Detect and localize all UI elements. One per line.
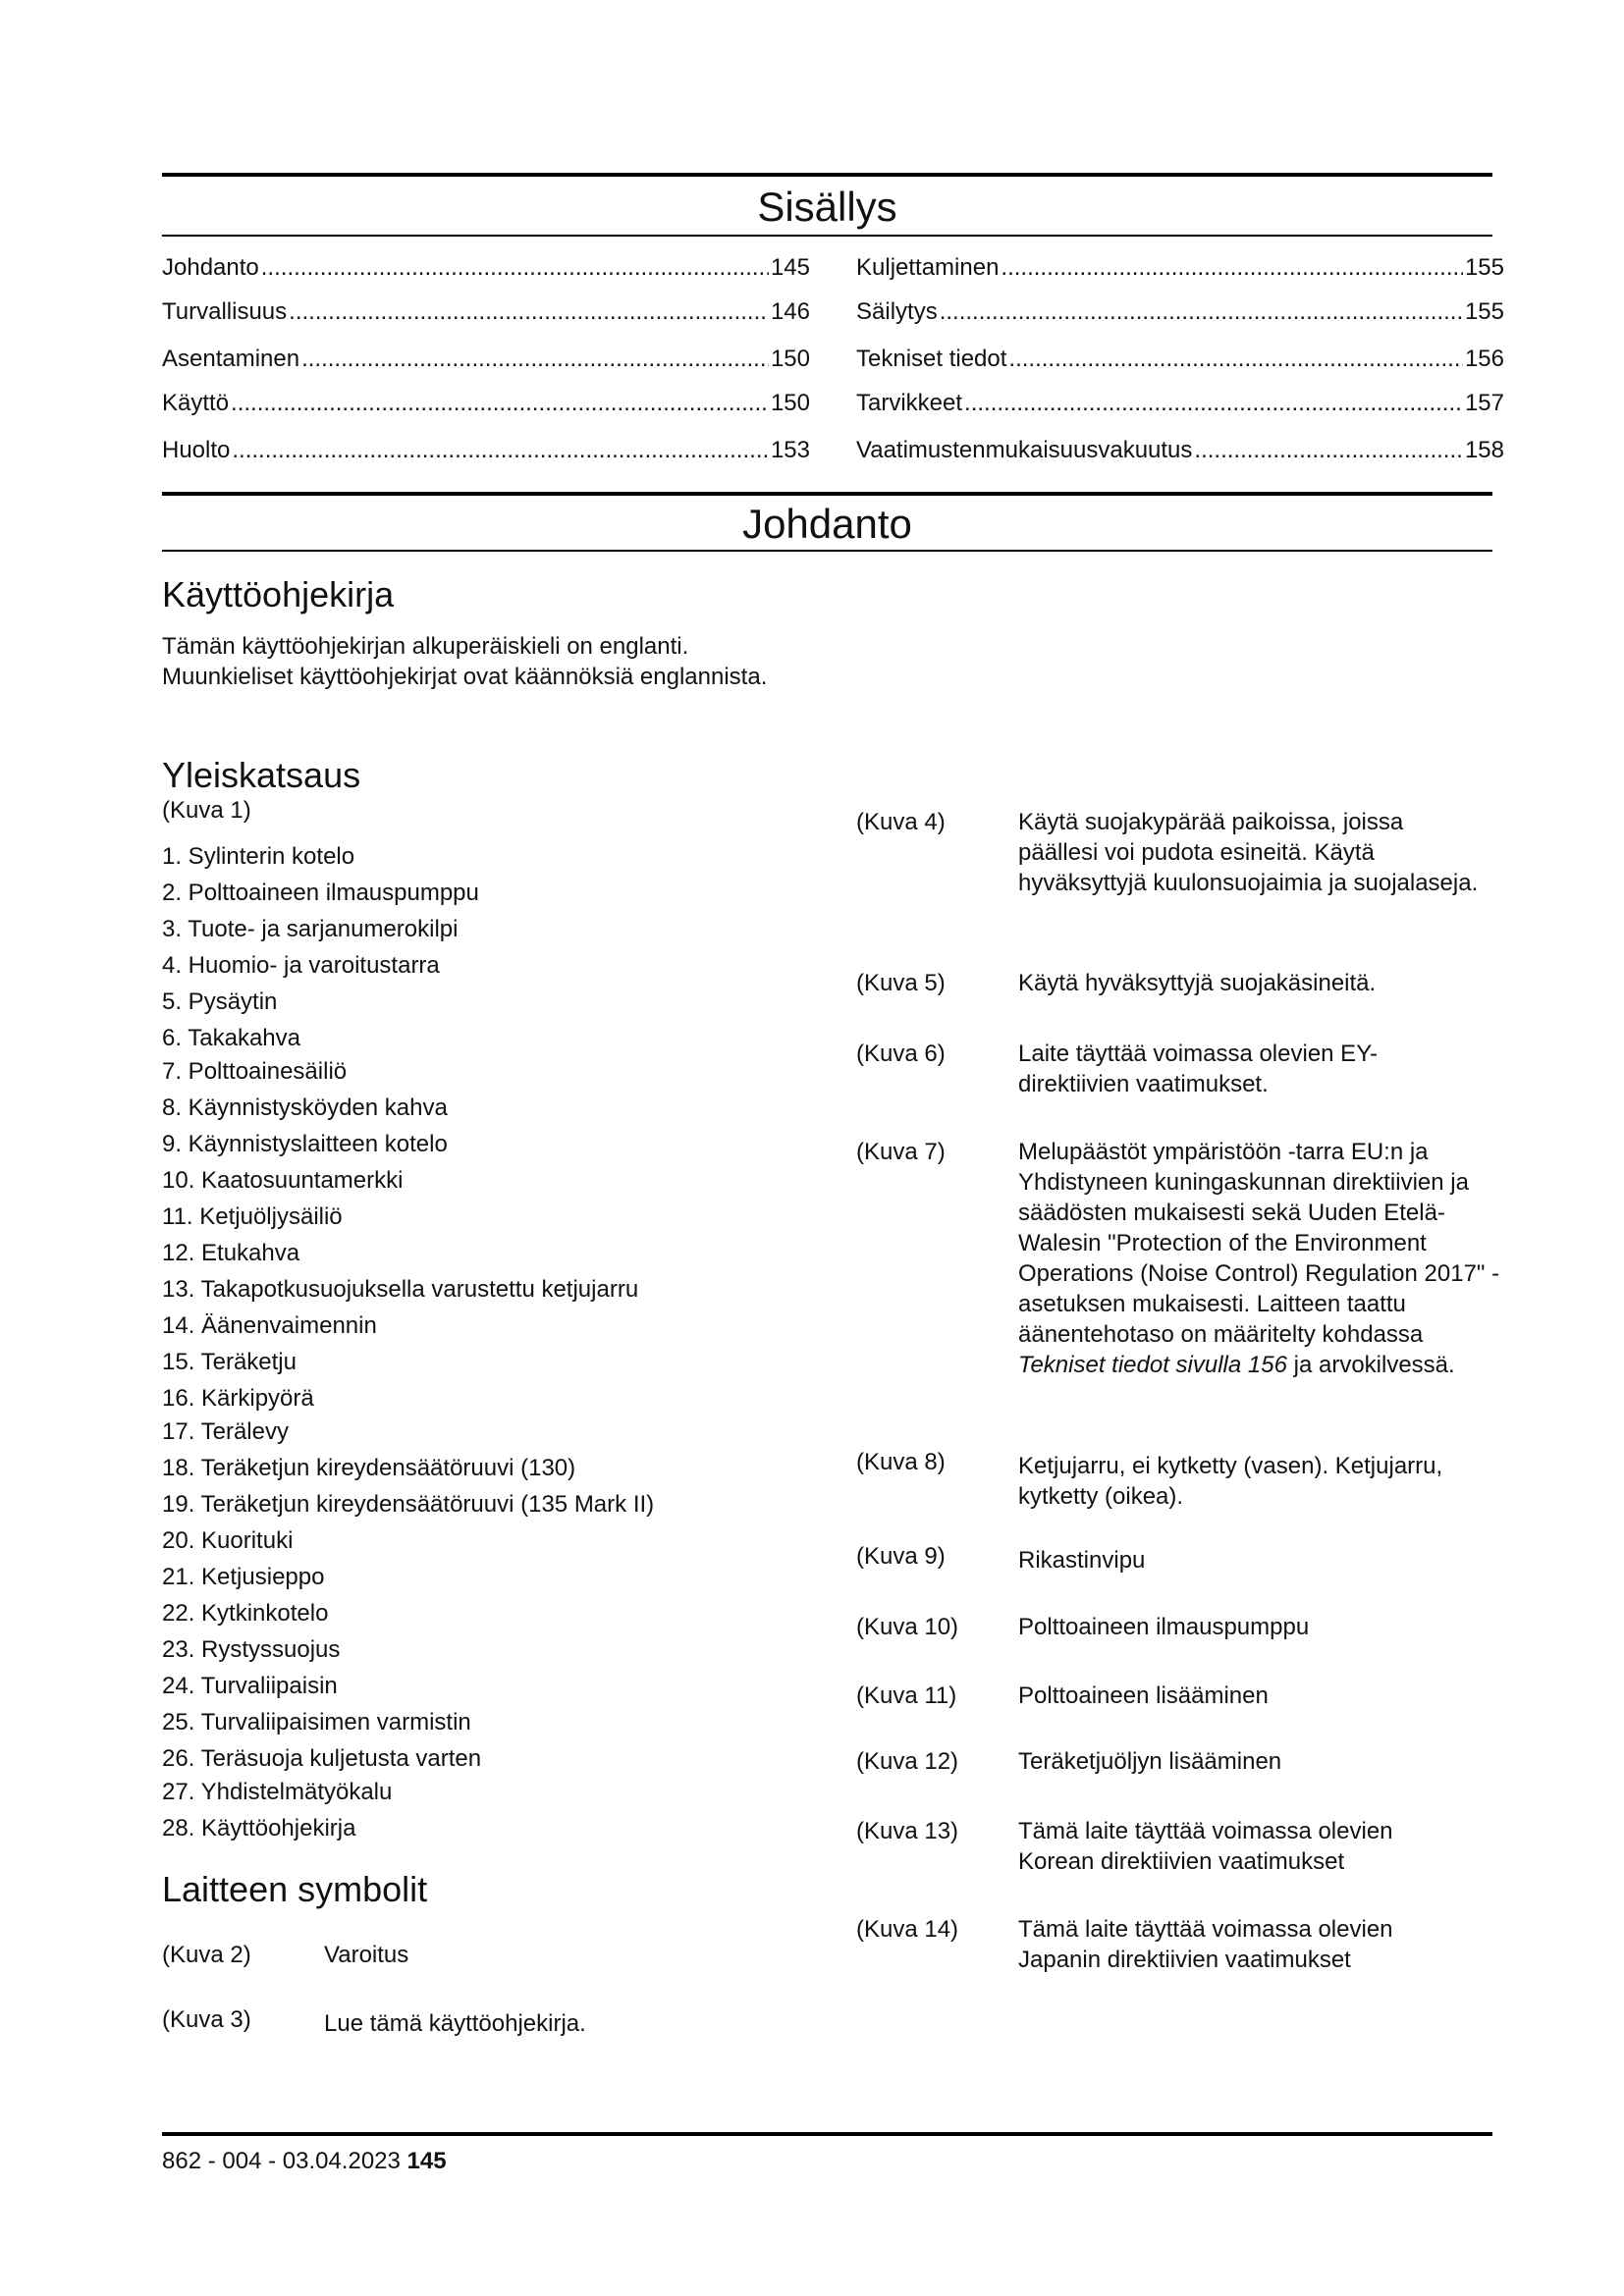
list-item: 16. Kärkipyörä [162,1385,314,1412]
list-item: 5. Pysäytin [162,988,278,1015]
toc-page: 155 [1464,254,1504,281]
list-item: 15. Teräketju [162,1349,297,1375]
symbol-text: Käytä suojakypärää paikoissa, joissa päällesi voi pudota esineitä. Käytä hyväksyttyjä kuulonsuojaimia ja suojalaseja. [1018,809,1479,896]
toc-page: 146 [770,298,810,325]
figure-ref: (Kuva 11) [856,1682,957,1709]
list-item: 12. Etukahva [162,1240,300,1266]
figure-ref: (Kuva 7) [856,1139,946,1165]
toc-label: Asentaminen [162,346,300,372]
list-item: 26. Teräsuoja kuljetusta varten [162,1745,482,1772]
toc-title-rule [162,235,1492,237]
toc-page: 150 [770,390,810,416]
list-item: 13. Takapotkusuojuksella varustettu ketjujarru [162,1276,639,1303]
toc-label: Kuljettaminen [856,254,1000,281]
symbol-text: Teräketjuöljyn lisääminen [1018,1748,1282,1775]
toc-entry[interactable] [162,436,810,465]
symbol-text: Tämä laite täyttää voimassa olevien Japanin direktiivien vaatimukset [1018,1916,1393,1973]
footer-page-number: 145 [406,2148,447,2174]
symbol-text-after: ja arvokilvessä. [1293,1352,1455,1378]
list-item: 25. Turvaliipaisimen varmistin [162,1709,471,1735]
toc-entry[interactable] [856,253,1504,283]
overview-heading: Yleiskatsaus [162,755,361,795]
list-item: 24. Turvaliipaisin [162,1673,338,1699]
list-item: 23. Rystyssuojus [162,1636,341,1663]
page-footer [162,2147,447,2176]
list-item: 7. Polttoainesäiliö [162,1058,348,1085]
toc-entry[interactable] [162,345,810,374]
toc-page: 158 [1464,437,1504,463]
toc-entry[interactable] [162,297,810,327]
manual-text: Tämän käyttöohjekirjan alkuperäiskieli on englanti. Muunkieliset käyttöohjekirjat ovat käännöksiä englannista. [162,633,768,690]
toc-page: 157 [1464,390,1504,416]
list-item: 3. Tuote- ja sarjanumerokilpi [162,916,459,942]
toc-entry[interactable] [856,297,1504,327]
toc-entry[interactable] [162,253,810,283]
symbols-heading: Laitteen symbolit [162,1869,428,1909]
toc-label: Huolto [162,437,231,463]
list-item: 8. Käynnistysköyden kahva [162,1095,448,1121]
symbol-text: Laite täyttää voimassa olevien EY-direktiivien vaatimukset. [1018,1041,1378,1097]
list-item: 9. Käynnistyslaitteen kotelo [162,1131,448,1157]
toc-label: Käyttö [162,390,230,416]
list-item: 20. Kuorituki [162,1527,294,1554]
toc-label: Tekniset tiedot [856,346,1007,372]
figure-ref: (Kuva 9) [856,1543,946,1570]
list-item: 22. Kytkinkotelo [162,1600,329,1627]
list-item: 18. Teräketjun kireydensäätöruuvi (130) [162,1455,576,1481]
toc-label: Vaatimustenmukaisuusvakuutus [856,437,1193,463]
symbol-text: Rikastinvipu [1018,1547,1146,1574]
toc-entry[interactable] [856,345,1504,374]
toc-label: Turvallisuus [162,298,288,325]
section-top-rule [162,492,1492,496]
footer-doc-id: 862 - 004 - 03.04.2023 [162,2148,401,2174]
list-item: 2. Polttoaineen ilmauspumppu [162,880,479,906]
list-item: 4. Huomio- ja varoitustarra [162,952,440,979]
toc-page: 155 [1464,298,1504,325]
figure-ref: (Kuva 12) [856,1748,959,1775]
figure-ref: (Kuva 14) [856,1916,959,1943]
list-item: 6. Takakahva [162,1025,300,1051]
toc-title: Sisällys [757,184,897,230]
footer-rule [162,2132,1492,2136]
symbol-text: Tämä laite täyttää voimassa olevien Korean direktiivien vaatimukset [1018,1818,1393,1875]
symbol-text: Polttoaineen lisääminen [1018,1682,1269,1709]
list-item: 11. Ketjuöljysäiliö [162,1203,343,1230]
list-item: 1. Sylinterin kotelo [162,843,355,870]
list-item: 21. Ketjusieppo [162,1564,325,1590]
section-title: Johdanto [742,501,912,547]
figure-ref: (Kuva 3) [162,2006,251,2033]
figure-ref: (Kuva 2) [162,1942,251,1968]
list-item: 19. Teräketjun kireydensäätöruuvi (135 Mark II) [162,1491,655,1518]
toc-entry[interactable] [162,389,810,418]
symbol-text: Lue tämä käyttöohjekirja. [324,2010,586,2037]
list-item: 27. Yhdistelmätyökalu [162,1779,393,1805]
toc-page: 153 [770,437,810,463]
figure-ref: (Kuva 8) [856,1449,946,1475]
figure-ref: (Kuva 10) [856,1614,959,1640]
toc-label: Säilytys [856,298,938,325]
symbol-text: Melupäästöt ympäristöön -tarra EU:n ja Yhdistyneen kuningaskunnan direktiivien ja säädösten mukaisesti sekä Uuden Etelä-Walesin "Protection of the Environment Operations (Noise Control) Regulation 2017" -asetuksen mukaisesti. Laitteen taattu äänentehotaso on määritelty kohdassa [1018,1139,1500,1348]
manual-heading: Käyttöohjekirja [162,574,395,614]
symbol-text: Ketjujarru, ei kytketty (vasen). Ketjujarru, kytketty (oikea). [1018,1453,1443,1510]
figure-ref: (Kuva 6) [856,1041,946,1067]
figure-ref: (Kuva 5) [856,970,946,996]
toc-label: Johdanto [162,254,259,281]
list-item: 28. Käyttöohjekirja [162,1815,356,1842]
toc-top-rule [162,173,1492,177]
list-item: 17. Terälevy [162,1418,289,1445]
list-item: 10. Kaatosuuntamerkki [162,1167,404,1194]
toc-label: Tarvikkeet [856,390,963,416]
toc-page: 145 [770,254,810,281]
toc-entry[interactable] [856,389,1504,418]
section-title-rule [162,550,1492,552]
figure-ref: (Kuva 13) [856,1818,959,1844]
toc-page: 150 [770,346,810,372]
toc-page: 156 [1464,346,1504,372]
symbol-text: Polttoaineen ilmauspumppu [1018,1614,1310,1640]
figure-ref: (Kuva 4) [856,809,946,835]
symbol-text: Käytä hyväksyttyjä suojakäsineitä. [1018,970,1377,996]
symbol-text-block [1018,1137,1509,1380]
overview-figure-ref: (Kuva 1) [162,797,251,824]
list-item: 14. Äänenvaimennin [162,1312,377,1339]
page-reference-link[interactable]: Tekniset tiedot sivulla 156 [1018,1352,1287,1378]
symbol-text: Varoitus [324,1942,409,1968]
toc-entry[interactable] [856,436,1504,465]
